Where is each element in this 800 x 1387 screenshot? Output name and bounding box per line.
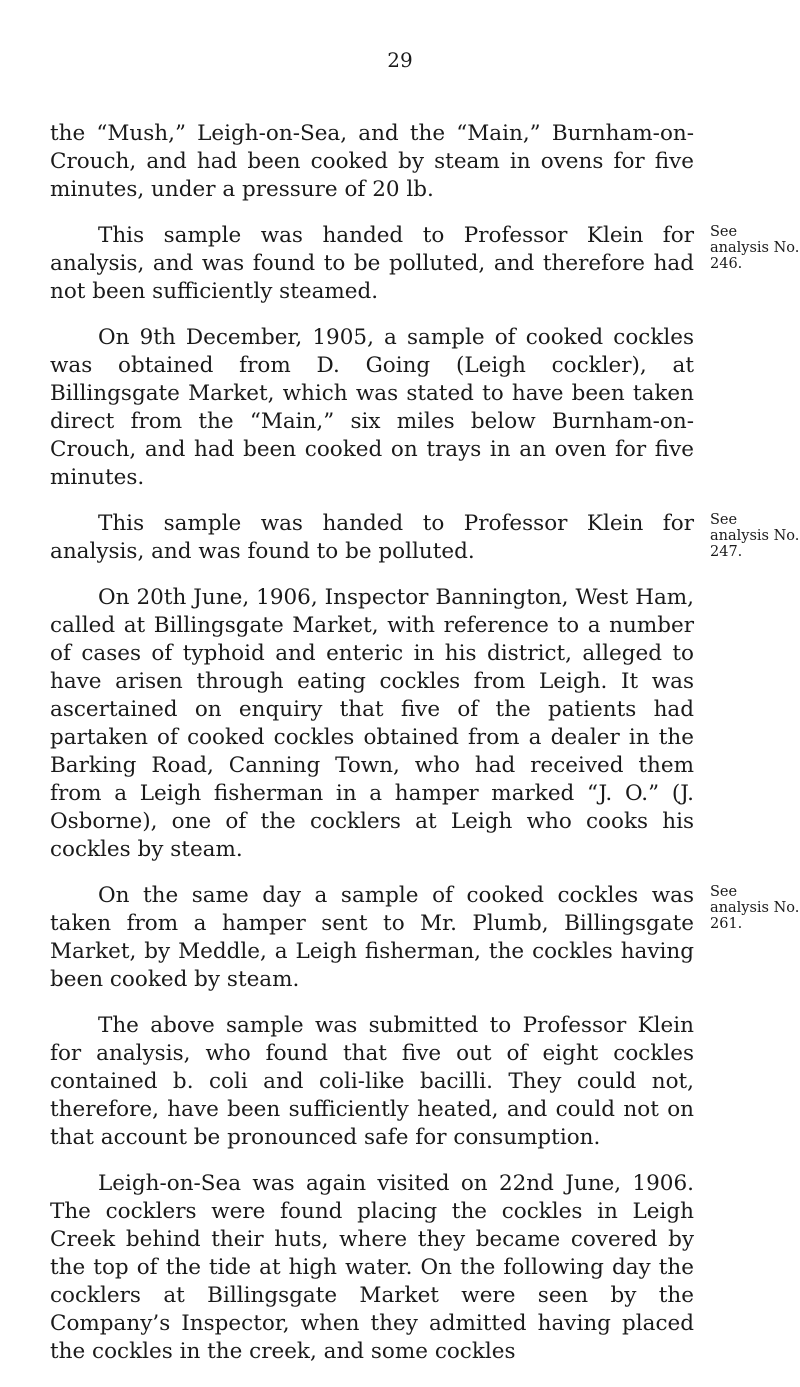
- paragraph-text: Leigh-on-Sea was again visited on 22nd June, 1906. The cocklers were found placing the cockles in Leigh Creek behind their huts, where they became covered by the top of the tide at high water. On the following day the cocklers at Billingsgate Market were seen by the Company’s Inspector, when they admitted having placed the cockles in the creek, and some cockles: [50, 1171, 694, 1364]
- margin-note-analysis-261: See analysis No. 261.: [710, 884, 800, 932]
- paragraph-6: [50, 882, 800, 994]
- body-text: [50, 120, 800, 1384]
- paragraph-1: [50, 120, 694, 204]
- paragraph-5: [50, 584, 694, 864]
- paragraph-8: [50, 1170, 694, 1366]
- paragraph-2: [50, 222, 800, 306]
- paragraph-text: This sample was handed to Professor Klein for analysis, and was found to be polluted.: [50, 511, 694, 564]
- margin-note-analysis-246: See analysis No. 246.: [710, 224, 800, 272]
- paragraph-7: [50, 1012, 694, 1152]
- margin-note-analysis-247: See analysis No. 247.: [710, 512, 800, 560]
- paragraph-text: On the same day a sample of cooked cockles was taken from a hamper sent to Mr. Plumb, Billingsgate Market, by Meddle, a Leigh fisherman, the cockles having been cooked by steam.: [50, 883, 694, 992]
- paragraph-text: On 9th December, 1905, a sample of cooked cockles was obtained from D. Going (Leigh cockler), at Billingsgate Market, which was stated to have been taken direct from the “Main,” six miles below Burnham-on-Crouch, and had been cooked on trays in an oven for five minutes.: [50, 325, 694, 490]
- paragraph-3: [50, 324, 694, 492]
- paragraph-text: On 20th June, 1906, Inspector Bannington, West Ham, called at Billingsgate Market, with reference to a number of cases of typhoid and enteric in his district, alleged to have arisen through eating cockles from Leigh. It was ascertained on enquiry that five of the patients had partaken of cooked cockles obtained from a dealer in the Barking Road, Canning Town, who had received them from a Leigh fisherman in a hamper marked “J. O.” (J. Osborne), one of the cocklers at Leigh who cooks his cockles by steam.: [50, 585, 694, 862]
- paragraph-text: The above sample was submitted to Professor Klein for analysis, who found that five out of eight cockles contained b. coli and coli-like bacilli. They could not, therefore, have been sufficiently heated, and could not on that account be pronounced safe for consumption.: [50, 1013, 694, 1150]
- page-number: 29: [387, 48, 413, 72]
- paragraph-4: [50, 510, 800, 566]
- paragraph-text: This sample was handed to Professor Klein for analysis, and was found to be polluted, and therefore had not been sufficiently steamed.: [50, 223, 694, 304]
- paragraph-text: the “Mush,” Leigh-on-Sea, and the “Main,” Burnham-on-Crouch, and had been cooked by steam in ovens for five minutes, under a pressure of 20 lb.: [50, 121, 694, 202]
